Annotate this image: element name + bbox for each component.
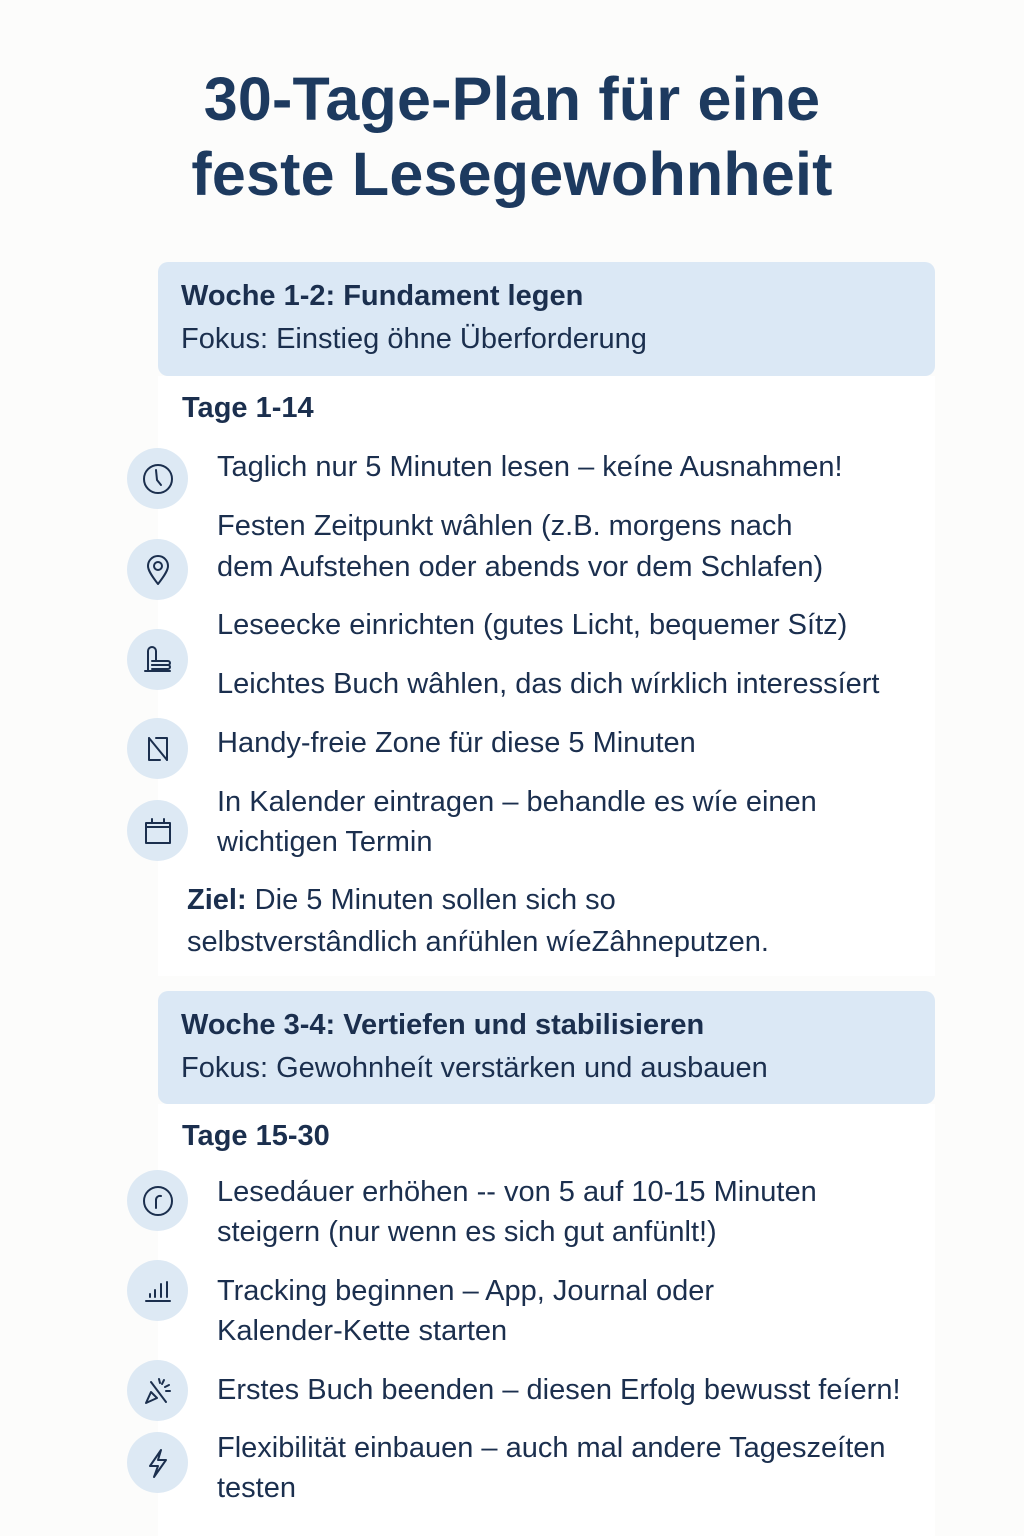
week-2-item-1-line-2: steigern (nur wenn es sich gut anfünlt!) bbox=[217, 1216, 717, 1248]
lightning-icon bbox=[127, 1432, 188, 1493]
week-2-header bbox=[158, 991, 935, 1104]
week-1-item-3: Leseecke einrichten (gutes Licht, bequemer Sítz) bbox=[217, 609, 848, 641]
goal-text-line-1: Die 5 Minuten sollen sich so bbox=[246, 884, 616, 916]
party-popper-icon bbox=[127, 1360, 188, 1421]
week-2-item-4-line-2: testen bbox=[217, 1472, 296, 1504]
page-title-line-1: 30-Tage-Plan für eine bbox=[203, 65, 821, 133]
week-2-item-1-line-1: Lesedáuer erhöhen -- von 5 auf 10-15 Minuten bbox=[217, 1176, 817, 1208]
timer-icon bbox=[127, 1170, 188, 1231]
week-1-focus: Fokus: Einstieg öhne Überforderung bbox=[181, 323, 647, 355]
goal-label: Ziel: bbox=[187, 884, 247, 916]
clock-icon bbox=[127, 448, 188, 509]
week-1-item-2-line-1: Festen Zeitpunkt wâhlen (z.B. morgens nach bbox=[217, 510, 793, 542]
week-1-days-label: Tage 1-14 bbox=[182, 392, 314, 424]
week-2-title: Woche 3-4: Vertiefen und stabilisieren bbox=[181, 1009, 705, 1041]
location-pin-icon bbox=[127, 539, 188, 600]
week-1-item-1: Taglich nur 5 Minuten lesen – keíne Ausnahmen! bbox=[217, 451, 843, 483]
page-title-line-2: feste Lesegewohnheit bbox=[191, 140, 833, 208]
week-1-item-6-line-2: wichtigen Termin bbox=[217, 826, 433, 858]
week-1-goal bbox=[187, 879, 769, 963]
week-1-title: Woche 1-2: Fundament legen bbox=[181, 280, 584, 312]
phone-off-icon bbox=[127, 718, 188, 779]
week-1-item-5: Handy-freie Zone für diese 5 Minuten bbox=[217, 727, 696, 759]
bar-chart-icon bbox=[127, 1260, 188, 1321]
week-1-item-6-line-1: In Kalender eintragen – behandle es wíe einen bbox=[217, 786, 817, 818]
page-title bbox=[0, 62, 1024, 212]
week-2-item-3: Erstes Buch beenden – diesen Erfolg bewusst feíern! bbox=[217, 1374, 901, 1406]
week-1-item-2-line-2: dem Aufstehen oder abends vor dem Schlafen) bbox=[217, 551, 824, 583]
calendar-icon bbox=[127, 800, 188, 861]
week-2-item-2-line-1: Tracking beginnen – App, Journal oder bbox=[217, 1275, 715, 1307]
week-2-days-label: Tage 15-30 bbox=[182, 1120, 330, 1152]
week-1-item-4: Leichtes Buch wâhlen, das dich wírklich interessíert bbox=[217, 668, 880, 700]
reading-chair-icon bbox=[127, 629, 188, 690]
week-2-focus: Fokus: Gewohnheít verstärken und ausbauen bbox=[181, 1052, 768, 1084]
goal-text-line-2: selbstverstândlich anŕühlen wíeZâhneputzen. bbox=[187, 926, 769, 958]
week-1-header bbox=[158, 262, 935, 376]
week-2-item-4-line-1: Flexibilität einbauen – auch mal andere Tageszeíten bbox=[217, 1432, 886, 1464]
week-2-item-2-line-2: Kalender-Kette starten bbox=[217, 1315, 508, 1347]
